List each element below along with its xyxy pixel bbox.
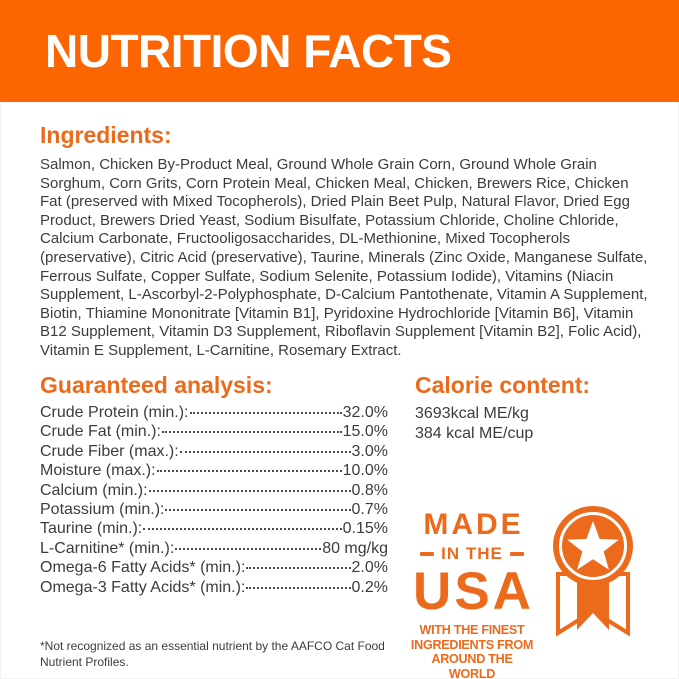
analysis-value: 0.8% [351,481,388,499]
analysis-value: 32.0% [342,404,388,421]
analysis-row [40,482,388,501]
tagline-line: WITH THE FINEST [419,622,525,637]
analysis-label: L-Carnitine* (min.): [40,539,175,557]
dot-leader [246,567,350,569]
analysis-row [40,520,388,539]
ingredients-text: Salmon, Chicken By-Product Meal, Ground Whole Grain Corn, Ground Whole Grain Sorghum, Corn Grits, Corn Protein Meal, Chicken Meal, Chicken, Brewers Rice, Chicken Fat (preserved with Mixed Tocopherols), Dried Plain Beet Pulp, Natural Flavor, Dried Egg Product, Brewers Dried Yeast, Sodium Bisulfate, Potassium Chloride, Choline Chloride, Calcium Carbonate, Fructooligosaccharides, DL-Methionine, Mixed Tocopherols (preservative), Citric Acid (preservative), Taurine, Minerals (Zinc Oxide, Manganese Sulfate, Ferrous Sulfate, Copper Sulfate, Sodium Selenite, Potassium Iodide), Vitamins (Niacin Supplement, L-Ascorbyl-2-Polyphosphate, D-Calcium Pantothenate, Vitamin A Supplement, Biotin, Thiamine Mononitrate [Vitamin B1], Pyridoxine Hydrochloride [Vitamin B6], Vitamin B12 Supplement, Vitamin D3 Supplement, Riboflavin Supplement [Vitamin B2], Folic Acid), Vitamin E Supplement, L-Carnitine, Rosemary Extract. [40,156,648,359]
analysis-value: 0.7% [351,500,388,518]
dot-leader [157,470,342,472]
dot-leader [165,509,350,511]
analysis-value: 2.0% [351,559,388,577]
analysis-label: Potassium (min.): [40,500,165,518]
star-rosette-ribbon-icon [543,504,643,645]
analysis-row [40,559,388,578]
dash-left [420,552,434,556]
analysis-row [40,443,388,462]
dot-leader [190,412,342,414]
dot-leader [143,528,341,530]
dot-leader [175,548,321,550]
made-in-usa-badge [406,509,538,679]
analysis-label: Omega-3 Fatty Acids* (min.): [40,578,246,596]
analysis-value: 15.0% [342,423,388,441]
analysis-value: 80 mg/kg [322,539,388,557]
calorie-kg-value: 3693kcal ME/kg [415,405,529,422]
analysis-row [40,462,388,481]
analysis-label: Crude Fat (min.): [40,423,161,441]
analysis-row [40,423,388,442]
badge-usa-text: USA [413,562,534,621]
guaranteed-analysis-heading: Guaranteed analysis: [40,372,273,398]
analysis-row [40,404,388,423]
dash-right [510,552,524,556]
dot-leader [246,587,350,589]
calorie-cup-value: 384 kcal ME/cup [415,425,534,442]
calorie-content-values [415,404,533,444]
badge-in-the-row [406,544,538,564]
tagline-line: INGREDIENTS FROM [410,636,534,652]
page-title: NUTRITION FACTS [45,25,452,77]
analysis-value: 0.15% [342,520,388,538]
dot-leader [180,451,351,453]
analysis-label: Omega-6 Fatty Acids* (min.): [40,559,246,577]
analysis-value: 0.2% [351,578,388,596]
badge-tagline [408,623,536,679]
header-bar [0,0,679,102]
analysis-value: 3.0% [351,442,388,460]
analysis-label: Crude Fiber (max.): [40,442,179,460]
analysis-row [40,501,388,520]
badge-made-text: MADE [423,508,524,541]
analysis-label: Moisture (max.): [40,462,156,480]
analysis-value: 10.0% [342,462,388,480]
dot-leader [149,490,351,492]
guaranteed-analysis-table [40,404,388,598]
footnote-text: *Not recognized as an essential nutrient by the AAFCO Cat Food Nutrient Profiles. [40,639,385,669]
dot-leader [162,431,342,433]
analysis-label: Calcium (min.): [40,481,148,499]
analysis-label: Crude Protein (min.): [40,404,189,421]
badge-in-the-text: IN THE [441,544,503,563]
calorie-content-heading: Calorie content: [415,372,591,398]
ingredients-heading: Ingredients: [40,122,172,148]
analysis-row [40,540,388,559]
analysis-label: Taurine (min.): [40,520,143,538]
analysis-row [40,579,388,598]
tagline-line: AROUND THE WORLD [431,651,513,679]
